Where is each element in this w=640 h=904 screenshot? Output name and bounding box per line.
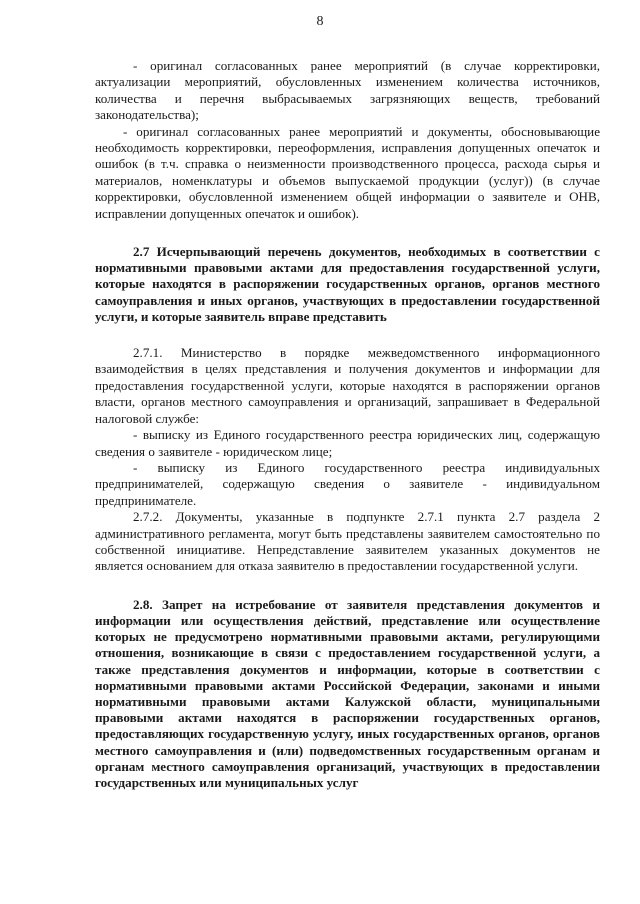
list-item-egrul: - выписку из Единого государственного реестра юридических лиц, содержащую сведения о заявителе - юридическом лице; (95, 427, 600, 459)
paragraph-2-7-1: 2.7.1. Министерство в порядке межведомственного информационного взаимодействия в целях представления и получения документов и информации для предоставления государственной услуги, которые находятся в распоряжении органов власти, органов местного самоуправления и организаций, запрашивает в Федеральной налоговой службе: (95, 345, 600, 426)
intro-list-item-1: - оригинал согласованных ранее мероприятий (в случае корректировки, актуализации мероприятий, обусловленных изменением количества источников, количества и перечня выбрасываемых загрязняющих веществ, требований законодательства); (95, 58, 600, 123)
spacer (95, 325, 600, 345)
intro-list-item-2: - оригинал согласованных ранее мероприятий и документы, обосновывающие необходимость корректировки, переоформления, исправления допущенных опечаток и ошибок (в т.ч. справка о неизменности производственного процесса, расхода сырья и материалов, номенклатуры и объемов выпускаемой продукции (услуг)) (в случае корректировки, обусловленной изменением общей информации о заявителе и ОНВ, исправлении допущенных опечаток и ошибок). (95, 123, 600, 221)
page-content (95, 58, 600, 791)
spacer (95, 575, 600, 597)
page-number: 8 (316, 14, 324, 29)
paragraph-2-7-2: 2.7.2. Документы, указанные в подпункте 2.7.1 пункта 2.7 раздела 2 административного регламента, могут быть представлены заявителем самостоятельно по собственной инициативе. Непредставление заявителем указанных документов не является основанием для отказа заявителю в предоставлении государственной услуги. (95, 509, 600, 574)
section-2-7-heading: 2.7 Исчерпывающий перечень документов, необходимых в соответствии с нормативными правовыми актами для предоставления государственной услуги, которые находятся в распоряжении государственных органов, органов местного самоуправления и иных органов, участвующих в предоставлении государственной услуги, и которые заявитель вправе представить (95, 244, 600, 324)
section-2-8-heading: 2.8. Запрет на истребование от заявителя представления документов и информации или осуществления действий, представление или осуществление которых не предусмотрено нормативными правовыми актами, регулирующими отношения, возникающие в связи с предоставлением государственной услуги, а также представления документов и информации, которые в соответствии с нормативными правовыми актами Российской Федерации, законами и иными нормативными правовыми актами Калужской области, муниципальными правовыми актами находятся в распоряжении государственных органов, предоставляющих государственную услугу, иных государственных органов, органов местного самоуправления и (или) подведомственных государственным органам и органам местного самоуправления организаций, участвующих в предоставлении государственных или муниципальных услуг (95, 596, 600, 790)
spacer (95, 222, 600, 244)
list-item-egrip: - выписку из Единого государственного реестра индивидуальных предпринимателей, содержащую сведения о заявителе - индивидуальном предпринимателе. (95, 459, 600, 508)
